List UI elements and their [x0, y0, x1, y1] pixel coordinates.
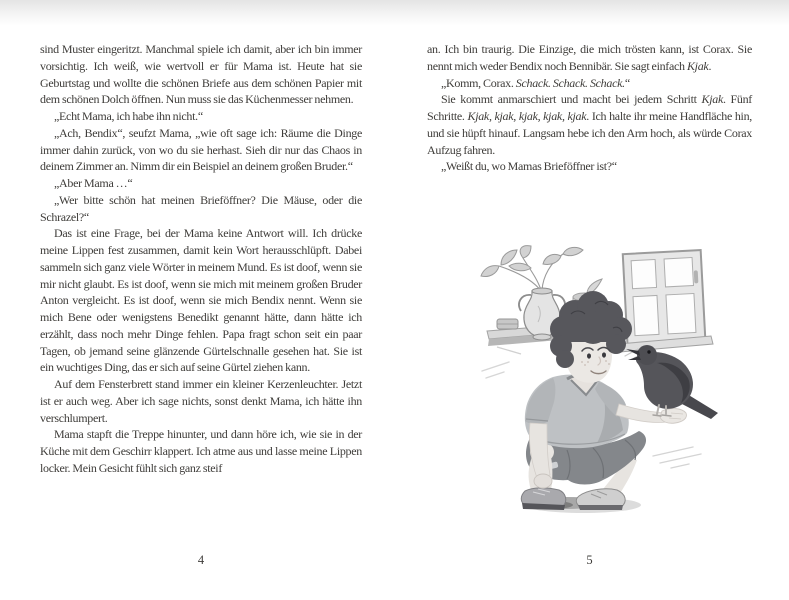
right-page-number: 5: [586, 553, 593, 567]
paragraph: Das ist eine Frage, bei der Mama keine Antwort will. Ich drücke meine Lippen fest zusammen, damit kein Wort herausschlüpft. Dabei sammeln sich ganz viele Wörter in meinem Mund. Es ist doof, wenn sie mir nicht glaubt. Es ist doof, wenn sie mich mit meinem großen Bruder Anton vergleicht. Es ist doof, wenn sie mich Bendix nennt. Wenn sie mich Bene oder wenigstens Benedikt genannt hätte, dann hätte ich erzählt, dass noch mehr Dinge fehlen. Papa fragt schon seit ein paar Tagen, ob jemand seine glänzende Gürtelschnalle gesehen hat. Sie ist ein wuchtiges Ding, das er sich auf seine Gürtel ziehen kann.: [40, 226, 362, 375]
sketch-lines: [482, 362, 509, 378]
page-left: [40, 41, 362, 586]
page-top-shading: [0, 0, 789, 26]
paragraph: „Komm, Corax. Schack. Schack. Schack.“: [441, 75, 630, 90]
paragraph: Sie kommt anmarschiert und macht bei jedem Schritt Kjak. Fünf Schritte. Kjak, kjak, kjak, kjak, kjak. Ich halte ihr meine Handfläche hin, und sie hüpft hinauf. Langsam hebe ich den Arm hoch, als würde Corax Aufzug fahren.: [427, 92, 752, 157]
paragraph: „Ach, Bendix“, seufzt Mama, „wie oft sage ich: Räume die Dinge immer dahin zurück, von wo du sie herhast. Sieh dir nur das Chaos in deinem Zimmer an. Nimm dir ein Beispiel an deinem großen Bruder.“: [40, 125, 362, 174]
window: [618, 250, 713, 359]
paragraph: sind Muster eingeritzt. Manchmal spiele ich damit, aber ich bin immer vorsichtig. Ich weiß, wie wertvoll er für Mama ist. Heute hat sie Geburtstag und wollte die schönen Briefe aus dem schönen Papier mit dem schönen Dolch öffnen. Nun muss sie das Küchenmesser nehmen.: [40, 42, 362, 107]
box-on-shelf: [497, 319, 518, 329]
paragraph: „Weißt du, wo Mamas Brieföffner ist?“: [441, 159, 617, 174]
paragraph: an. Ich bin traurig. Die Einzige, die mich trösten kann, ist Corax. Sie nennt mich weder Bendix noch Bennibär. Sie sagt einfach Kjak.: [427, 42, 752, 73]
left-page-text: [40, 41, 362, 477]
illustration-boy-with-crow: [475, 244, 773, 546]
paragraph: Auf dem Fensterbrett stand immer ein kleiner Kerzenleuchter. Jetzt ist er auch weg. Aber ich sage nichts, sonst denkt Mama, ich hätte ihn verschlumpert.: [40, 377, 362, 425]
paragraph: Mama stapft die Treppe hinunter, und dann höre ich, wie sie in der Küche mit dem Geschirr klappert. Ich atme aus und lasse meine Lippen locker. Mein Gesicht fühlt sich ganz steif: [40, 427, 362, 475]
paragraph: „Aber Mama …“: [54, 176, 133, 190]
page-right: [427, 41, 752, 586]
right-page-text: [427, 41, 752, 175]
paragraph: „Echt Mama, ich habe ihn nicht.“: [54, 109, 203, 123]
left-page-number: 4: [197, 553, 205, 567]
crow-corax: [626, 345, 718, 419]
paragraph: „Wer bitte schön hat meinen Brieföffner? Die Mäuse, oder die Schrazel?“: [40, 192, 362, 224]
